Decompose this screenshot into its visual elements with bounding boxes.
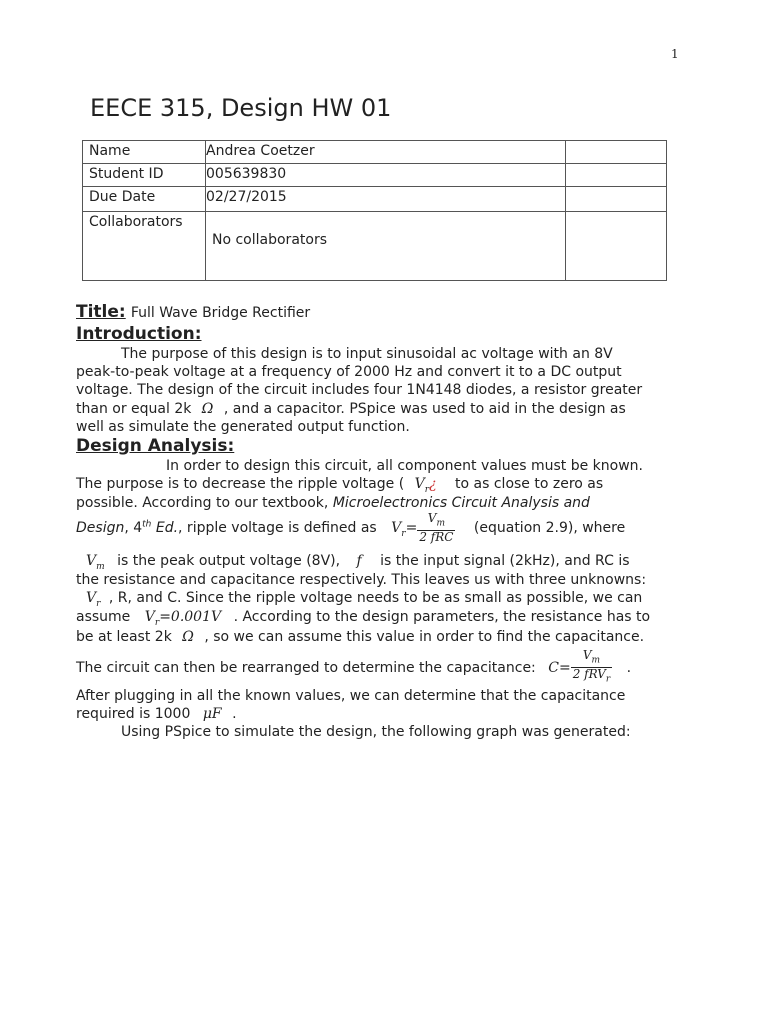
analysis-line: The purpose is to decrease the ripple voltage ( $V_r¿$ to as close to zero as xyxy=(76,476,604,495)
title-heading: Title: xyxy=(76,302,126,322)
ohm-symbol: Ω xyxy=(201,401,214,417)
empty-cell xyxy=(566,164,667,187)
ripple-fraction: $\frac{V_m}{\text{2 fRC}}$ xyxy=(419,511,454,545)
intro-line: peak-to-peak voltage at a frequency of 2000 Hz and convert it to a DC output xyxy=(76,364,622,380)
analysis-line: In order to design this circuit, all component values must be known. xyxy=(166,458,643,474)
introduction-heading: Introduction: xyxy=(76,324,202,344)
table-row xyxy=(83,187,667,212)
intro-line: than or equal 2k Ω , and a capacitor. PSpice was used to aid in the design as xyxy=(76,401,626,417)
student-id-value: 005639830 xyxy=(206,164,566,187)
ripple-equation: $V_r=$ xyxy=(391,520,418,539)
analysis-line: required is 1000 μF . xyxy=(76,706,237,722)
title-text: Full Wave Bridge Rectifier xyxy=(130,305,311,321)
intro-line: well as simulate the generated output function. xyxy=(76,419,410,435)
table-row xyxy=(83,141,667,164)
document-title: EECE 315, Design HW 01 xyxy=(90,94,392,122)
name-value: Andrea Coetzer xyxy=(206,141,566,164)
page-number: 1 xyxy=(671,47,679,61)
title-line xyxy=(76,302,310,322)
due-date-value: 02/27/2015 xyxy=(206,187,566,212)
analysis-line: After plugging in all the known values, we can determine that the capacitance xyxy=(76,688,626,704)
analysis-line: assume $V_r=0.001V$ . According to the design parameters, the resistance has to xyxy=(76,609,651,628)
analysis-line: the resistance and capacitance respectively. This leaves us with three unknowns: xyxy=(76,572,647,588)
analysis-line: Using PSpice to simulate the design, the following graph was generated: xyxy=(121,724,631,740)
collaborators-value: No collaborators xyxy=(206,212,566,281)
capacitance-fraction: $\frac{V_m}{2 fRV_r}$ xyxy=(572,648,611,685)
intro-line: voltage. The design of the circuit includes four 1N4148 diodes, a resistor greater xyxy=(76,382,643,398)
analysis-line: $V_r$ , R, and C. Since the ripple voltage needs to be as small as possible, we can xyxy=(86,590,643,609)
ohm-symbol: Ω xyxy=(182,629,194,645)
info-table xyxy=(82,140,667,281)
analysis-line: The circuit can then be rearranged to determine the capacitance: C= $\frac{V_m}{2 fRV_r}$ . xyxy=(76,648,632,685)
analysis-line: $V_m$ is the peak output voltage (8V), f is the input signal (2kHz), and RC is xyxy=(86,553,630,572)
collaborators-label: Collaborators xyxy=(83,212,206,281)
empty-cell xyxy=(566,187,667,212)
empty-cell xyxy=(566,141,667,164)
analysis-line: possible. According to our textbook, Microelectronics Circuit Analysis and xyxy=(76,495,590,511)
name-label: Name xyxy=(83,141,206,164)
student-id-label: Student ID xyxy=(83,164,206,187)
analysis-line: Design, 4th Ed., ripple voltage is defined as $V_r=$ $\frac{V_m}{\text{2 fRC}}$ (equation 2.9), where xyxy=(76,511,626,545)
table-row xyxy=(83,212,667,281)
due-date-label: Due Date xyxy=(83,187,206,212)
intro-line: The purpose of this design is to input sinusoidal ac voltage with an 8V xyxy=(121,346,613,362)
empty-cell xyxy=(566,212,667,281)
design-analysis-heading: Design Analysis: xyxy=(76,436,235,456)
table-row xyxy=(83,164,667,187)
analysis-line: be at least 2k Ω , so we can assume this value in order to find the capacitance. xyxy=(76,629,645,645)
